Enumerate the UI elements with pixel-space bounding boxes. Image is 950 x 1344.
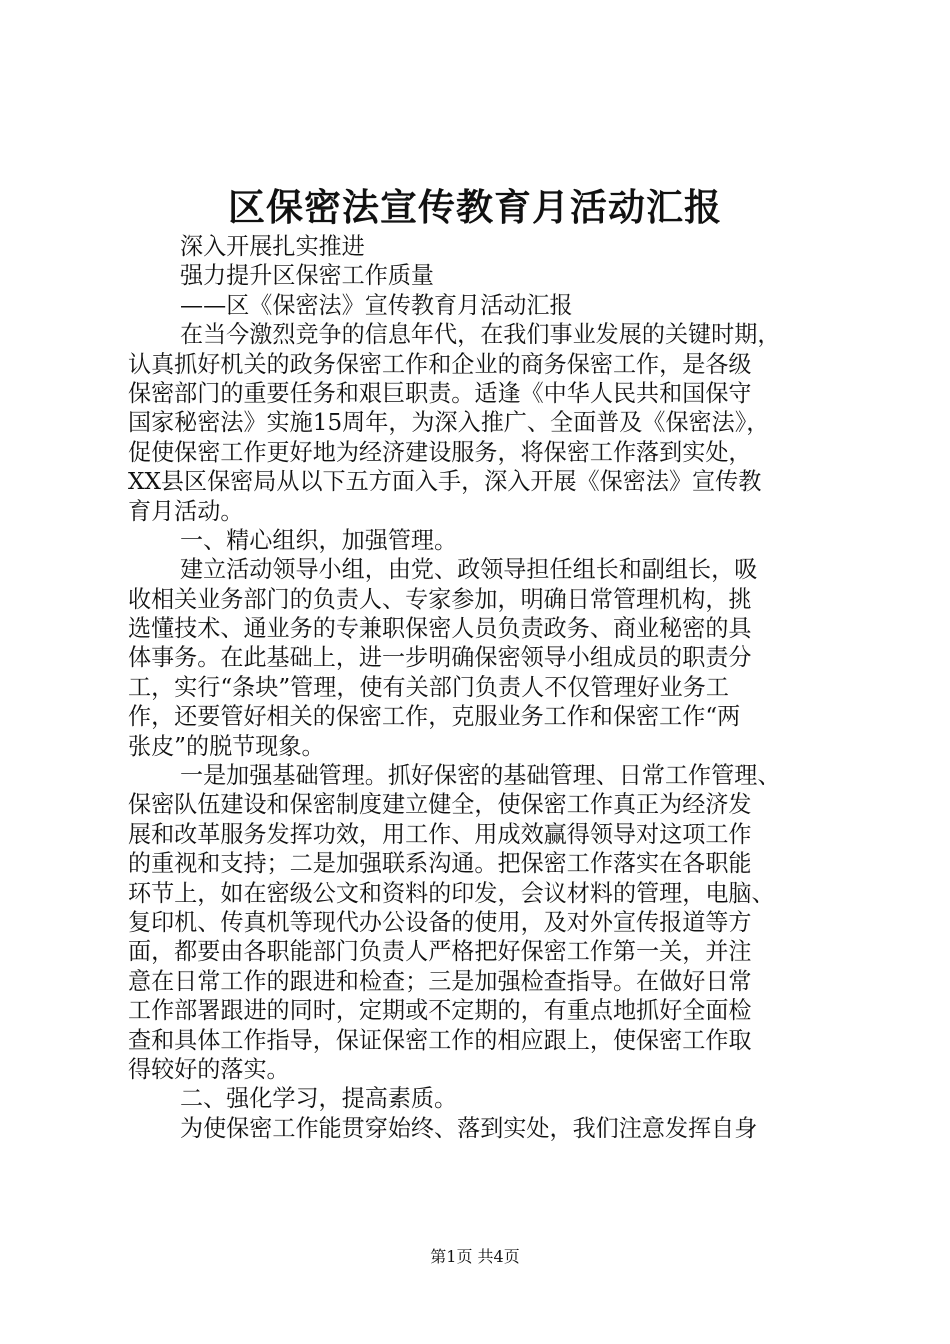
text-line: 为使保密工作能贯穿始终、落到实处，我们注意发挥自身 (180, 1115, 758, 1142)
text-line: 一是加强基础管理。抓好保密的基础管理、日常工作管理、 (180, 763, 781, 790)
text-line: 展和改革服务发挥功效，用工作、用成效赢得领导对这项工作 (128, 821, 752, 848)
document-body (128, 233, 828, 1144)
page-footer: 第1页 共4页 (430, 1247, 520, 1266)
text-line: 收相关业务部门的负责人、专家参加，明确日常管理机构，挑 (128, 586, 752, 613)
text-line: 得较好的落实。 (128, 1056, 290, 1083)
text-line: 强力提升区保密工作质量 (180, 263, 435, 290)
text-line: 认真抓好机关的政务保密工作和企业的商务保密工作，是各级 (128, 351, 752, 378)
text-line: 建立活动领导小组，由党、政领导担任组长和副组长，吸 (180, 557, 758, 584)
text-line: 张皮”的脱节现象。 (128, 733, 325, 760)
text-line: 意在日常工作的跟进和检查；三是加强检查指导。在做好日常 (128, 968, 752, 995)
text-line: 深入开展扎实推进 (180, 234, 365, 260)
text-line: 保密队伍建设和保密制度建立健全，使保密工作真正为经济发 (128, 792, 752, 819)
text-line: 国家秘密法》实施15周年，为深入推广、全面普及《保密法》， (128, 410, 770, 437)
text-line: ——区《保密法》宣传教育月活动汇报 (180, 292, 573, 319)
text-line: 面，都要由各职能部门负责人严格把好保密工作第一关，并注 (128, 939, 752, 966)
text-line: 保密部门的重要任务和艰巨职责。适逢《中华人民共和国保守 (128, 380, 752, 407)
text-line: 体事务。在此基础上，进一步明确保密领导小组成员的职责分 (128, 645, 752, 672)
section-heading: 一、精心组织，加强管理。 (180, 527, 458, 554)
text-line: 作，还要管好相关的保密工作，克服业务工作和保密工作“两 (128, 704, 741, 731)
text-line: 在当今激烈竞争的信息年代，在我们事业发展的关键时期， (180, 322, 781, 349)
text-line: 促使保密工作更好地为经济建设服务，将保密工作落到实处， (128, 439, 752, 466)
text-line: 的重视和支持；二是加强联系沟通。把保密工作落实在各职能 (128, 851, 752, 878)
text-line: 选懂技术、通业务的专兼职保密人员负责政务、商业秘密的具 (128, 616, 752, 643)
text-line: XX县区保密局从以下五方面入手，深入开展《保密法》宣传教 (128, 469, 762, 496)
text-line: 育月活动。 (128, 498, 244, 525)
text-line: 查和具体工作指导，保证保密工作的相应跟上，使保密工作取 (128, 1027, 752, 1054)
text-line: 复印机、传真机等现代办公设备的使用，及对外宣传报道等方 (128, 909, 752, 936)
text-line: 工，实行“条块”管理，使有关部门负责人不仅管理好业务工 (128, 674, 729, 701)
text-line: 环节上，如在密级公文和资料的印发，会议材料的管理，电脑、 (128, 880, 775, 907)
text-line: 工作部署跟进的同时，定期或不定期的，有重点地抓好全面检 (128, 998, 752, 1025)
section-heading: 二、强化学习，提高素质。 (180, 1086, 458, 1113)
document-title: 区保密法宣传教育月活动汇报 (228, 185, 722, 229)
